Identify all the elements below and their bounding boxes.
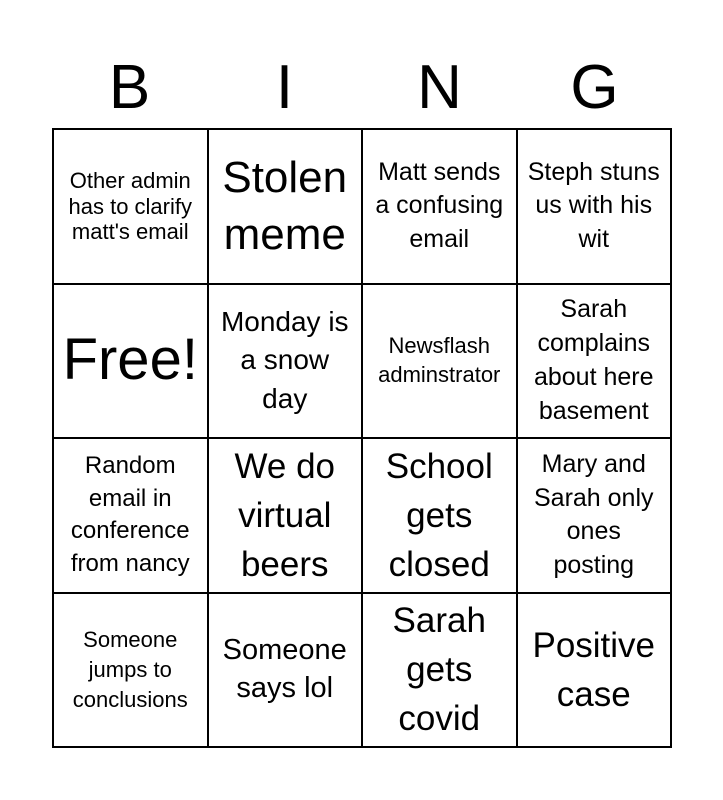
cell-text: Other admin has to clarify matt's email (68, 168, 192, 244)
header-letter-n: N (417, 53, 462, 122)
header-letter-b: B (108, 53, 151, 122)
bingo-header (52, 52, 672, 124)
bingo-cell[interactable] (209, 285, 364, 440)
cell-text: Sarah gets covid (392, 601, 486, 739)
bingo-cell[interactable] (518, 285, 673, 440)
bingo-cell[interactable] (363, 285, 518, 440)
cell-text: Steph stuns us with his wit (527, 157, 660, 254)
bingo-cell[interactable] (209, 439, 364, 594)
cell-text: Someone says lol (222, 634, 347, 704)
cell-text: We do virtual beers (234, 446, 336, 584)
bingo-cell[interactable] (209, 130, 364, 285)
cell-text: Positive case (532, 625, 656, 714)
bingo-cell[interactable] (54, 130, 209, 285)
bingo-cell[interactable] (363, 439, 518, 594)
cell-text: Mary and Sarah only ones posting (533, 449, 654, 579)
bingo-board (52, 128, 672, 748)
bingo-cell[interactable] (518, 594, 673, 749)
bingo-cell[interactable] (209, 594, 364, 749)
header-letter-g: G (570, 53, 619, 122)
cell-text: Monday is a snow day (220, 305, 349, 415)
cell-text: Someone jumps to conclusions (72, 627, 188, 712)
cell-text: Random email in conference from nancy (70, 452, 190, 577)
bingo-cell-free[interactable] (54, 285, 209, 440)
bingo-cell[interactable] (518, 130, 673, 285)
cell-text: Matt sends a confusing email (375, 157, 504, 254)
bingo-cell[interactable] (54, 594, 209, 749)
cell-text: Sarah complains about here basement (533, 295, 654, 425)
free-space-text: Free! (62, 327, 198, 393)
cell-text: Newsflash adminstrator (378, 333, 501, 387)
cell-text: Stolen meme (222, 153, 348, 260)
bingo-cell[interactable] (518, 439, 673, 594)
cell-text: School gets closed (385, 446, 493, 584)
bingo-cell[interactable] (363, 130, 518, 285)
header-letter-i: I (275, 53, 294, 122)
bingo-cell[interactable] (54, 439, 209, 594)
bingo-cell[interactable] (363, 594, 518, 749)
